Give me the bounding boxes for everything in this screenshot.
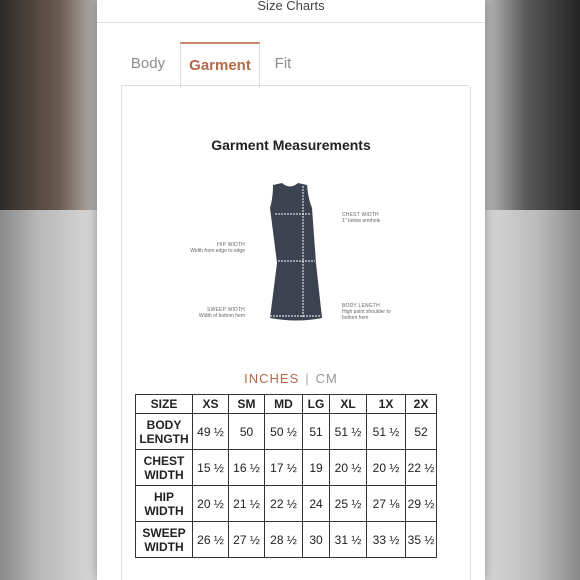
table-header: 1X (367, 395, 406, 414)
table-row (136, 414, 437, 450)
table-header: MD (265, 395, 303, 414)
table-cell: 31 ½ (330, 522, 367, 558)
table-cell: 27 ½ (229, 522, 265, 558)
background-left (0, 0, 108, 210)
size-table (135, 394, 437, 558)
hip-width-title: HIP WIDTH (217, 242, 245, 248)
table-cell: 22 ½ (406, 450, 437, 486)
table-row (136, 486, 437, 522)
row-label (136, 414, 193, 450)
table-cell: 51 ½ (330, 414, 367, 450)
row-label-line-1: SWEEP (142, 525, 186, 540)
table-header: XL (330, 395, 367, 414)
unit-toggle (97, 371, 485, 386)
body-length-title: BODY LENGTH (342, 303, 380, 309)
dress-silhouette (270, 183, 322, 321)
table-cell: 52 (406, 414, 437, 450)
table-cell: 24 (303, 486, 330, 522)
panel-header (97, 0, 485, 23)
sweep-width-title: SWEEP WIDTH (207, 307, 245, 313)
row-label-line-2: WIDTH (144, 467, 184, 482)
table-cell: 21 ½ (229, 486, 265, 522)
table-header: LG (303, 395, 330, 414)
background-right (478, 0, 580, 210)
table-cell: 16 ½ (229, 450, 265, 486)
table-row (136, 522, 437, 558)
body-length-desc-1: High point shoulder to (342, 309, 391, 315)
table-cell: 29 ½ (406, 486, 437, 522)
row-label-line-1: HIP (153, 489, 174, 504)
table-cell: 17 ½ (265, 450, 303, 486)
table-header: SIZE (136, 395, 193, 414)
table-cell: 51 (303, 414, 330, 450)
table-cell: 49 ½ (193, 414, 229, 450)
table-cell: 27 ⅛ (367, 486, 406, 522)
table-cell: 19 (303, 450, 330, 486)
row-label (136, 486, 193, 522)
panel-title: Size Charts (257, 0, 325, 13)
tab-bar (97, 42, 485, 86)
table-row (136, 450, 437, 486)
table-header: 2X (406, 395, 437, 414)
row-label-line-1: CHEST (143, 453, 185, 468)
table-header: SM (229, 395, 265, 414)
sweep-width-desc: Width of bottom hem (198, 313, 245, 319)
row-label-line-2: LENGTH (139, 431, 189, 446)
body-length-desc-2: bottom hem (342, 315, 369, 321)
table-header-row (136, 395, 437, 414)
section-title: Garment Measurements (211, 137, 371, 153)
row-label-line-2: WIDTH (144, 503, 184, 518)
table-cell: 30 (303, 522, 330, 558)
tab-body[interactable]: Body (130, 55, 166, 72)
table-cell: 50 ½ (265, 414, 303, 450)
table-cell: 20 ½ (330, 450, 367, 486)
table-cell: 26 ½ (193, 522, 229, 558)
table-cell: 20 ½ (367, 450, 406, 486)
table-header: XS (193, 395, 229, 414)
table-cell: 15 ½ (193, 450, 229, 486)
tab-fit[interactable]: Fit (274, 55, 292, 72)
table-cell: 50 (229, 414, 265, 450)
size-chart-panel (97, 0, 485, 580)
table-cell: 51 ½ (367, 414, 406, 450)
unit-inches[interactable]: INCHES (244, 371, 300, 386)
row-label-line-2: WIDTH (144, 539, 184, 554)
table-cell: 35 ½ (406, 522, 437, 558)
chest-width-label (342, 212, 412, 224)
chest-width-title: CHEST WIDTH (342, 212, 379, 218)
table-cell: 20 ½ (193, 486, 229, 522)
chest-width-desc: 1" below armhole (342, 218, 381, 224)
hip-width-desc: Width from edge to edge (190, 248, 245, 254)
body-length-label (342, 303, 412, 321)
dress-diagram (97, 178, 485, 338)
unit-cm[interactable]: CM (315, 371, 338, 386)
table-cell: 28 ½ (265, 522, 303, 558)
table-cell: 33 ½ (367, 522, 406, 558)
tab-garment[interactable]: Garment (180, 42, 260, 88)
table-cell: 22 ½ (265, 486, 303, 522)
row-label (136, 450, 193, 486)
hip-width-label (185, 242, 245, 254)
table-cell: 25 ½ (330, 486, 367, 522)
row-label-line-1: BODY (146, 417, 182, 432)
row-label (136, 522, 193, 558)
unit-separator: | (305, 371, 310, 386)
sweep-width-label (185, 307, 245, 319)
